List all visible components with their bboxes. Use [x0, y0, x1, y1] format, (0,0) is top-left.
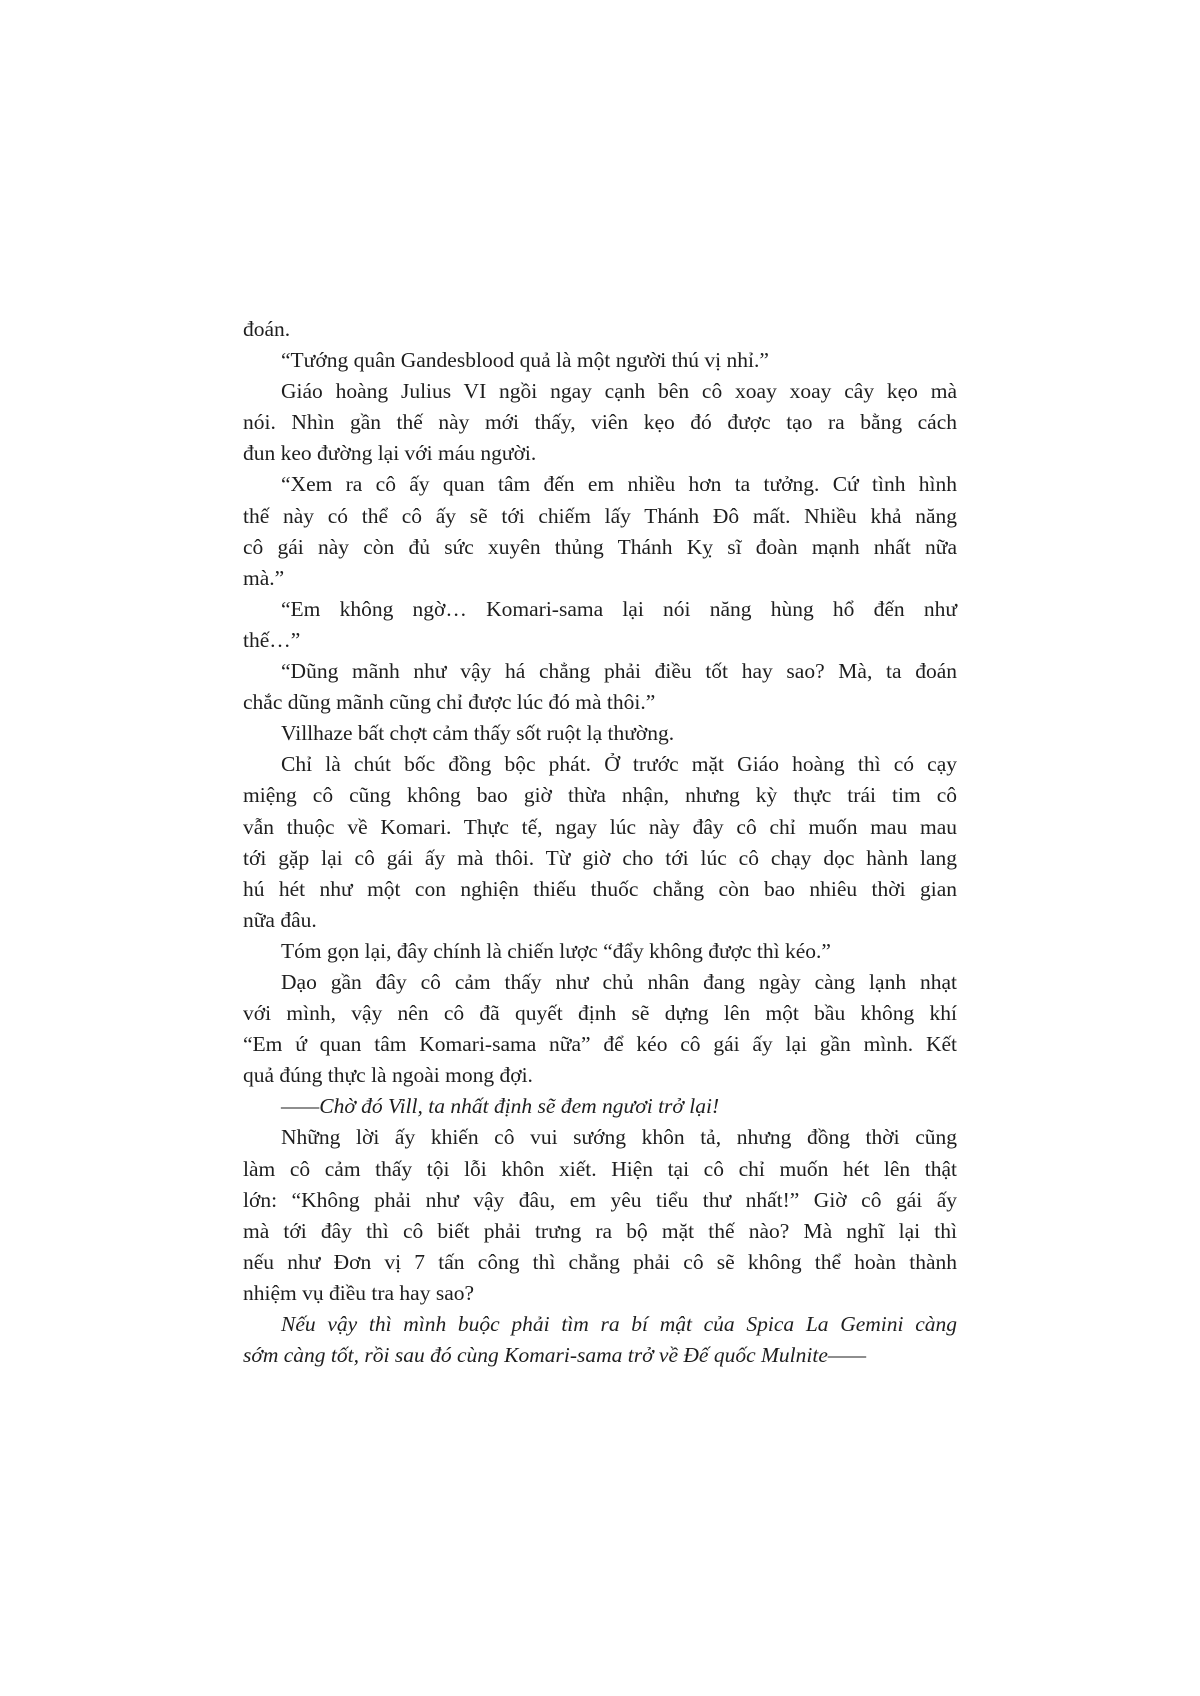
text-line: Giáo hoàng Julius VI ngồi ngay cạnh bên cô xoay xoay cây kẹo mà: [281, 379, 957, 404]
text-line: quả đúng thực là ngoài mong đợi.: [243, 1063, 533, 1088]
text-line: tới gặp lại cô gái ấy mà thôi. Từ giờ cho tới lúc cô chạy dọc hành lang: [243, 845, 957, 870]
text-line: hú hét như một con nghiện thiếu thuốc chẳng còn bao nhiêu thời gian: [243, 876, 957, 901]
text-line: Những lời ấy khiến cô vui sướng khôn tả, nhưng đồng thời cũng: [281, 1125, 957, 1150]
text-line: “Em không ngờ… Komari-sama lại nói năng hùng hổ đến như: [281, 596, 957, 621]
text-line: nữa đâu.: [243, 907, 317, 932]
paragraph: [243, 718, 957, 749]
paragraph: [243, 594, 957, 656]
text-line: đun keo đường lại với máu người.: [243, 441, 537, 466]
paragraph: [243, 469, 957, 593]
text-line: chắc dũng mãnh cũng chỉ được lúc đó mà thôi.”: [243, 690, 656, 715]
paragraph: [243, 656, 957, 718]
text-line: miệng cô cũng không bao giờ thừa nhận, nhưng kỳ thực trái tim cô: [243, 783, 957, 808]
text-line: sớm càng tốt, rồi sau đó cùng Komari-sama trở về Đế quốc Mulnite——: [243, 1343, 867, 1368]
text-line: “Dũng mãnh như vậy há chẳng phải điều tốt hay sao? Mà, ta đoán: [281, 659, 957, 684]
text-line: mà.”: [243, 565, 285, 590]
text-line: mà tới đây thì cô biết phải trưng ra bộ mặt thế nào? Mà nghĩ lại thì: [243, 1218, 957, 1243]
text-line: với mình, vậy nên cô đã quyết định sẽ dựng lên một bầu không khí: [243, 1001, 957, 1026]
text-line: lớn: “Không phải như vậy đâu, em yêu tiểu thư nhất!” Giờ cô gái ấy: [243, 1187, 957, 1212]
text-line: Dạo gần đây cô cảm thấy như chủ nhân đang ngày càng lạnh nhạt: [281, 969, 957, 994]
text-line: nói. Nhìn gần thế này mới thấy, viên kẹo đó được tạo ra bằng cách: [243, 410, 957, 435]
text-line: Villhaze bất chợt cảm thấy sốt ruột lạ thường.: [281, 721, 675, 746]
text-line: làm cô cảm thấy tội lỗi khôn xiết. Hiện tại cô chỉ muốn hét lên thật: [243, 1156, 957, 1181]
text-line: cô gái này còn đủ sức xuyên thủng Thánh Kỵ sĩ đoàn mạnh nhất nữa: [243, 534, 957, 559]
text-line: ——Chờ đó Vill, ta nhất định sẽ đem ngươi trở lại!: [281, 1094, 720, 1119]
paragraph: [243, 967, 957, 1091]
paragraph: [243, 314, 957, 345]
text-line: Nếu vậy thì mình buộc phải tìm ra bí mật của Spica La Gemini càng: [281, 1312, 957, 1336]
text-line: “Em ứ quan tâm Komari-sama nữa” để kéo cô gái ấy lại gần mình. Kết: [243, 1032, 957, 1057]
paragraph: [243, 376, 957, 469]
page-text: [243, 314, 957, 1371]
text-line: “Xem ra cô ấy quan tâm đến em nhiều hơn ta tưởng. Cứ tình hình: [281, 472, 957, 497]
text-line: thế này có thể cô ấy sẽ tới chiếm lấy Thánh Đô mất. Nhiều khả năng: [243, 503, 957, 528]
text-line: nếu như Đơn vị 7 tấn công thì chẳng phải cô sẽ không thể hoàn thành: [243, 1249, 957, 1274]
paragraph: [243, 1309, 957, 1371]
text-line: nhiệm vụ điều tra hay sao?: [243, 1280, 475, 1305]
paragraph: [243, 749, 957, 936]
text-line: Chỉ là chút bốc đồng bộc phát. Ở trước mặt Giáo hoàng thì có cạy: [281, 752, 957, 777]
text-line: Tóm gọn lại, đây chính là chiến lược “đẩy không được thì kéo.”: [281, 938, 831, 963]
text-line: “Tướng quân Gandesblood quả là một người thú vị nhỉ.”: [281, 348, 769, 373]
text-line: vẫn thuộc về Komari. Thực tế, ngay lúc này đây cô chỉ muốn mau mau: [243, 814, 957, 839]
paragraph: [243, 345, 957, 376]
text-line: thế…”: [243, 627, 301, 652]
paragraph: [243, 1091, 957, 1122]
paragraph: [243, 936, 957, 967]
text-line: đoán.: [243, 317, 291, 341]
paragraph: [243, 1122, 957, 1309]
